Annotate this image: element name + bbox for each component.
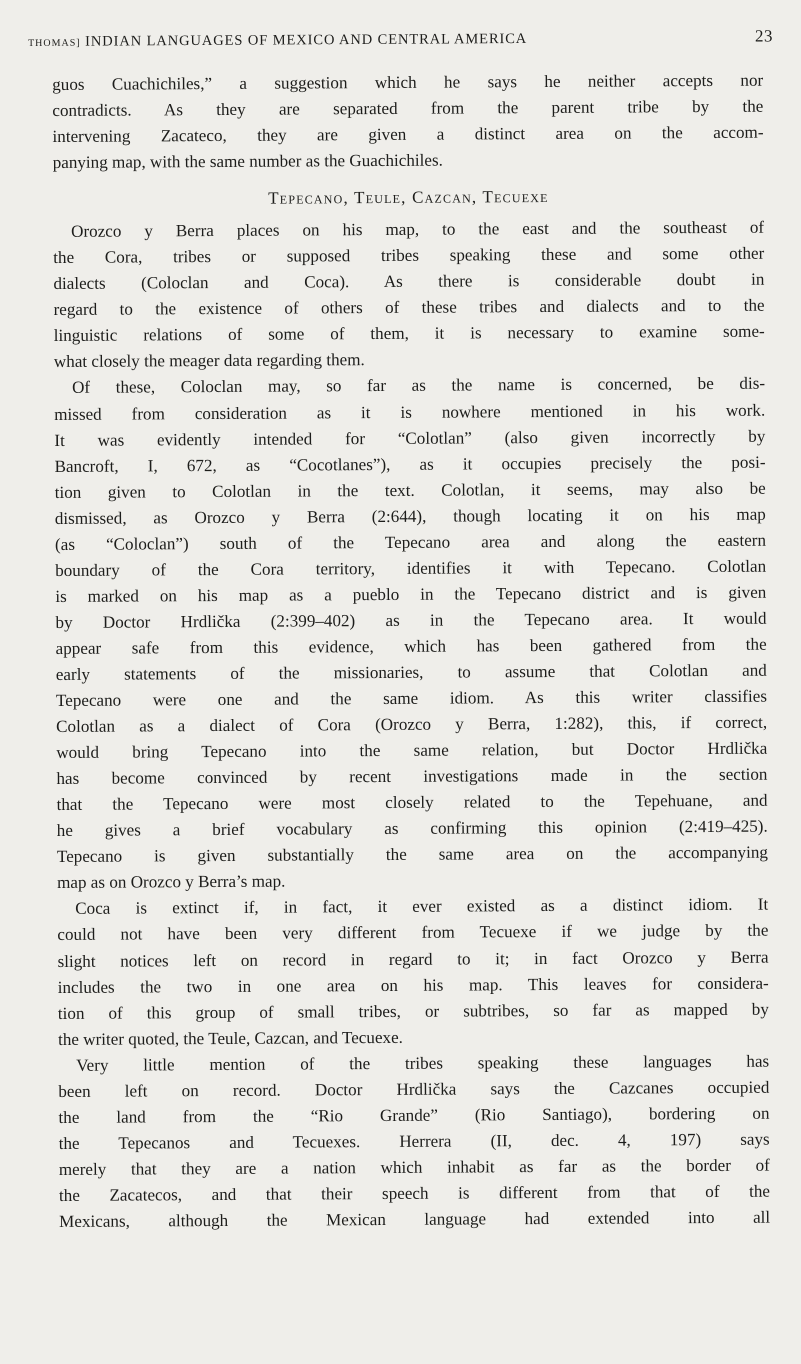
text-line: by Doctor Hrdlička (2:399–402) as in the Tepecano area. It would xyxy=(55,608,767,632)
text-line: the writer quoted, the Teule, Cazcan, and Tecuexe. xyxy=(57,1027,403,1049)
text-line: Tepecano is given substantially the same area on the accompanying xyxy=(56,842,768,867)
text-line: is marked on his map as a pueblo in the Tepecano district and is given xyxy=(55,582,767,606)
text-line: intervening Zacateco, they are given a distinct area on the accom- xyxy=(52,122,764,147)
text-line: tion given to Colotlan in the text. Colotlan, it seems, may also be xyxy=(54,478,766,502)
text-line: dialects (Coloclan and Coca). As there is considerable doubt in xyxy=(53,269,765,294)
page-number: 23 xyxy=(754,26,774,46)
running-head-title: INDIAN LANGUAGES OF MEXICO AND CENTRAL AMERICA xyxy=(85,30,528,50)
text-line: (as “Coloclan”) south of the Tepecano area and along the eastern xyxy=(54,530,767,554)
text-line: linguistic relations of some of them, it is necessary to examine some- xyxy=(53,322,765,346)
text-line: Tepecano were one and the same idiom. As this writer classifies xyxy=(55,686,768,711)
text-line: Orozco y Berra places on his map, to the east and the southeast of xyxy=(71,217,765,242)
text-line: It was evidently intended for “Colotlan” (also given incorrectly by xyxy=(54,426,766,450)
text-line: Of these, Coloclan may, so far as the name is concerned, be dis- xyxy=(71,374,766,398)
text-line: includes the two in one area on his map. This leaves for considera- xyxy=(57,973,769,997)
body-text xyxy=(52,48,770,1235)
text-line: dismissed, as Orozco y Berra (2:644), though locating it on his map xyxy=(54,504,766,528)
text-line: merely that they are a nation which inhabit as far as the border of xyxy=(58,1155,770,1179)
text-line: Colotlan as a dialect of Cora (Orozco y Berra, 1:282), this, if correct, xyxy=(56,712,768,737)
text-line: the land from the “Rio Grande” (Rio Santiago), bordering on xyxy=(58,1103,770,1127)
text-line: regard to the existence of others of these tribes and dialects and to the xyxy=(53,295,765,320)
text-line: that the Tepecano were most closely related to the Tepehuane, and xyxy=(56,790,768,815)
text-line: the Zacatecos, and that their speech is different from that of the xyxy=(58,1181,771,1205)
text-line: Very little mention of the tribes speaking these languages has xyxy=(76,1051,770,1075)
text-line: he gives a brief vocabulary as confirming this opinion (2:419–425). xyxy=(56,816,768,841)
text-line: guos Cuachichiles,” a suggestion which he says he neither accepts nor xyxy=(52,70,764,94)
text-line: Bancroft, I, 672, as “Cocotlanes”), as it occupies precisely the posi- xyxy=(54,452,766,476)
text-line: the Tepecanos and Tecuexes. Herrera (II, dec. 4, 197) says xyxy=(58,1129,770,1153)
text-line: slight notices left on record in regard to it; in fact Orozco y Berra xyxy=(57,947,769,971)
text-line: early statements of the missionaries, to assume that Colotlan and xyxy=(55,660,767,684)
text-line: contradicts. As they are separated from the parent tribe by the xyxy=(52,96,764,121)
running-head-author: THOMAS] xyxy=(28,37,81,49)
text-line: been left on record. Doctor Hrdlička says the Cazcanes occupied xyxy=(58,1077,770,1101)
text-line: what closely the meager data regarding them. xyxy=(53,350,365,372)
text-line: map as on Orozco y Berra’s map. xyxy=(57,871,286,893)
section-heading: Tepecano, Teule, Cazcan, Tecuexe xyxy=(268,187,549,208)
text-line: boundary of the Cora territory, identifies it with Tepecano. Colotlan xyxy=(55,556,767,580)
text-line: Mexicans, although the Mexican language had extended into all xyxy=(59,1207,771,1231)
text-line: the Cora, tribes or supposed tribes speaking these and some other xyxy=(53,243,765,268)
text-line: would bring Tepecano into the same relation, but Doctor Hrdlička xyxy=(56,738,768,763)
text-line: missed from consideration as it is nowhere mentioned in his work. xyxy=(54,400,766,424)
text-line: appear safe from this evidence, which has been gathered from the xyxy=(55,634,767,658)
text-line: tion of this group of small tribes, or subtribes, so far as mapped by xyxy=(57,999,769,1023)
text-line: Coca is extinct if, in fact, it ever existed as a distinct idiom. It xyxy=(75,895,769,919)
text-line: has become convinced by recent investigations made in the section xyxy=(56,764,768,789)
text-line: could not have been very different from Tecuexe if we judge by the xyxy=(57,921,769,945)
text-line: panying map, with the same number as the Guachichiles. xyxy=(52,150,443,173)
